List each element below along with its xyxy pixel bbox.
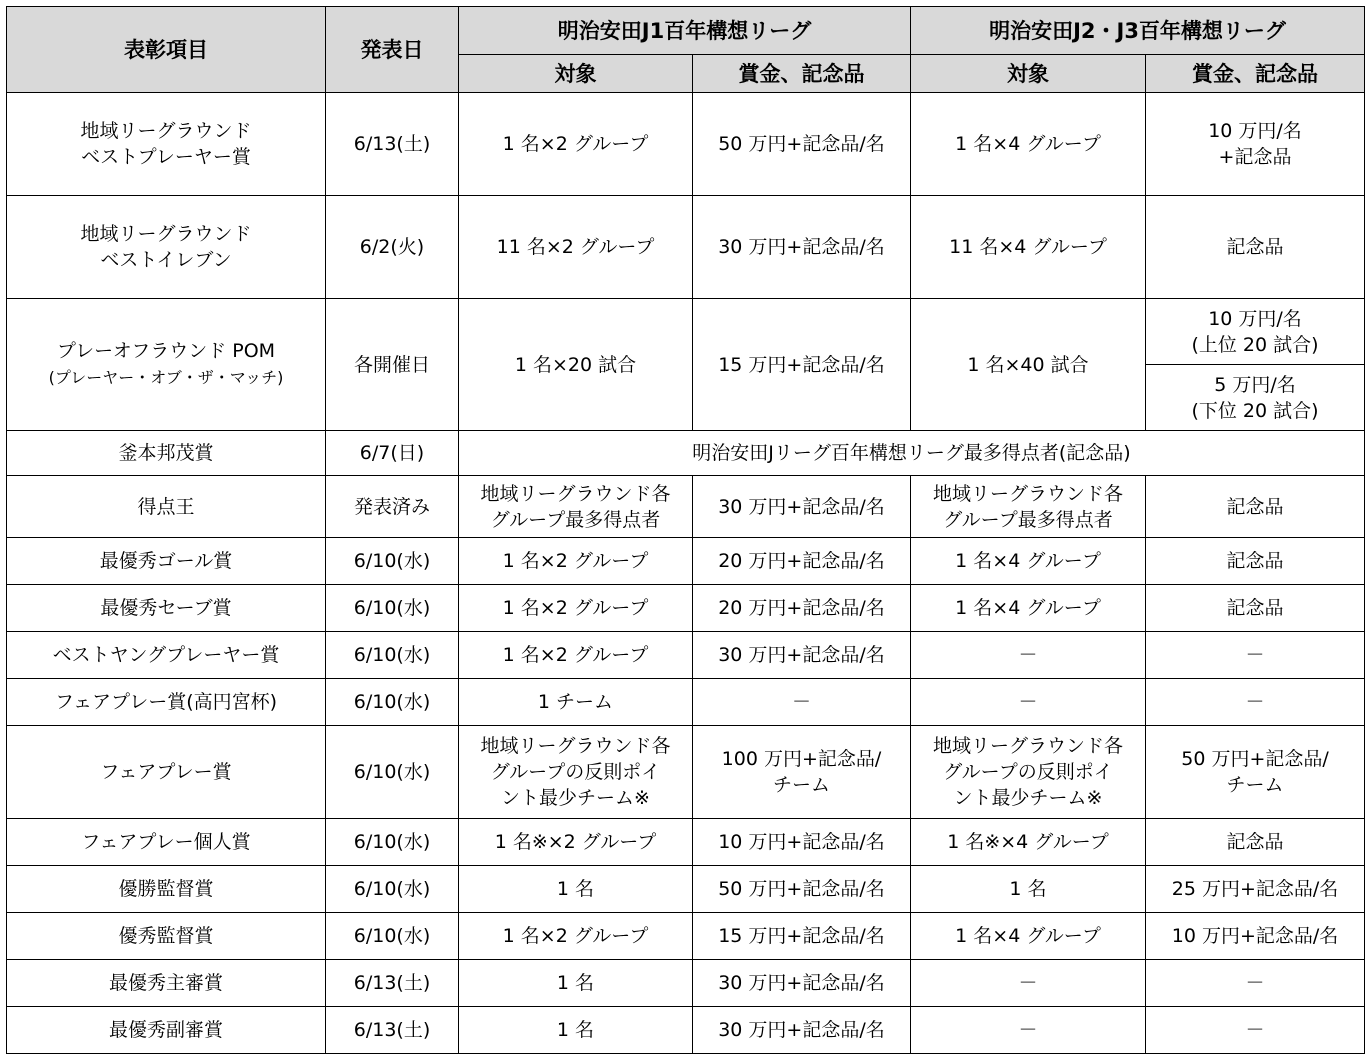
j1-target-cell xyxy=(459,196,693,299)
j23-prize-cell xyxy=(1146,866,1365,913)
table-row xyxy=(7,960,1365,1007)
cell-line: +記念品 xyxy=(1218,146,1292,168)
announce-date-cell: 6/10(水) xyxy=(326,866,459,913)
j1-target-cell xyxy=(459,538,693,585)
j1-prize-cell xyxy=(693,726,911,819)
j1-target-cell xyxy=(459,93,693,196)
cell-line: 15 万円+記念品/名 xyxy=(718,353,885,376)
j1-prize-cell xyxy=(693,93,911,196)
cell-line: － xyxy=(791,691,811,713)
j23-prize-cell xyxy=(1146,538,1365,585)
cell-line: 11 名×4 グループ xyxy=(949,236,1107,258)
cell-line: 1 チーム xyxy=(537,691,614,713)
table-body xyxy=(7,93,1365,1054)
j23-prize-cell xyxy=(1146,476,1365,538)
cell-line: (下位 20 試合) xyxy=(1191,399,1319,422)
cell-line: チーム xyxy=(1226,774,1284,796)
j23-prize-cell xyxy=(1146,196,1365,299)
j23-target-cell xyxy=(911,93,1146,196)
cell-line: 30 万円+記念品/名 xyxy=(718,1019,885,1041)
cell-line: 1 名×2 グループ xyxy=(502,133,649,155)
j23-prize-cell xyxy=(1146,960,1365,1007)
j1-prize-cell xyxy=(693,913,911,960)
j1-target-cell xyxy=(459,866,693,913)
cell-line: 50 万円+記念品/名 xyxy=(718,133,885,155)
cell-line: 1 名×20 試合 xyxy=(514,353,637,376)
j1-target-cell xyxy=(459,726,693,819)
cell-line: 100 万円+記念品/ xyxy=(721,748,882,770)
award-item-cell xyxy=(7,299,326,431)
cell-line: 11 名×2 グループ xyxy=(496,236,655,258)
award-item-cell xyxy=(7,960,326,1007)
cell-line: 50 万円+記念品/名 xyxy=(718,878,885,900)
awards-table xyxy=(6,6,1365,1054)
cell-line: 30 万円+記念品/名 xyxy=(718,972,885,994)
cell-line: 20 万円+記念品/名 xyxy=(718,597,885,619)
cell-line: 30 万円+記念品/名 xyxy=(718,644,885,666)
award-item-cell xyxy=(7,679,326,726)
j1-prize-cell xyxy=(693,960,911,1007)
j23-target-cell xyxy=(911,632,1146,679)
table-row xyxy=(7,679,1365,726)
award-item-cell xyxy=(7,93,326,196)
table-row xyxy=(7,819,1365,866)
cell-line: 1 名×2 グループ xyxy=(502,925,649,947)
award-item-cell xyxy=(7,726,326,819)
cell-line: 1 名×4 グループ xyxy=(955,550,1101,572)
cell-line: (上位 20 試合) xyxy=(1191,333,1319,356)
header-j1-target: 対象 xyxy=(459,55,693,93)
j23-target-cell xyxy=(911,196,1146,299)
j1-target-cell xyxy=(459,585,693,632)
cell-line: 1 名×4 グループ xyxy=(955,925,1101,947)
j1-prize-cell xyxy=(693,299,911,431)
award-item-cell xyxy=(7,819,326,866)
award-item-cell xyxy=(7,585,326,632)
j1-prize-cell xyxy=(693,196,911,299)
award-item-cell xyxy=(7,196,326,299)
j1-prize-cell xyxy=(693,538,911,585)
j23-target-cell xyxy=(911,679,1146,726)
cell-line: 地域リーグラウンド xyxy=(80,223,252,245)
cell-line: グループ最多得点者 xyxy=(490,508,661,531)
cell-line: 50 万円+記念品/ xyxy=(1181,748,1329,770)
cell-line: グループの反則ポイ xyxy=(943,761,1113,783)
j23-prize-cell xyxy=(1146,585,1365,632)
cell-line: 20 万円+記念品/名 xyxy=(718,550,885,572)
table-row xyxy=(7,476,1365,538)
j23-target-cell xyxy=(911,819,1146,866)
cell-line: 地域リーグラウンド各 xyxy=(932,735,1123,757)
announce-date-cell: 6/2(火) xyxy=(326,196,459,299)
cell-line: 30 万円+記念品/名 xyxy=(718,236,885,258)
cell-line: 地域リーグラウンド xyxy=(80,120,252,142)
cell-line: チーム xyxy=(772,774,830,796)
j1-prize-cell xyxy=(693,476,911,538)
cell-line: 30 万円+記念品/名 xyxy=(718,495,885,518)
announce-date-cell: 6/10(水) xyxy=(326,585,459,632)
j1-prize-cell xyxy=(693,819,911,866)
cell-line: 記念品 xyxy=(1226,550,1284,572)
cell-line: － xyxy=(1245,1019,1265,1041)
cell-line: 地域リーグラウンド各 xyxy=(480,482,671,505)
cell-line: 15 万円+記念品/名 xyxy=(718,925,885,947)
j23-prize-cell xyxy=(1146,632,1365,679)
announce-date-cell: 6/13(土) xyxy=(326,93,459,196)
header-j23-prize: 賞金、記念品 xyxy=(1146,55,1365,93)
cell-line: フェアプレー賞 xyxy=(100,761,232,783)
cell-line: 記念品 xyxy=(1226,597,1284,619)
cell-line: － xyxy=(1018,644,1038,666)
cell-line: － xyxy=(1018,1019,1038,1041)
cell-line: 1 名※×2 グループ xyxy=(494,831,657,853)
award-item-cell xyxy=(7,476,326,538)
j1-target-cell xyxy=(459,913,693,960)
cell-line: ベストプレーヤー賞 xyxy=(81,146,251,168)
cell-line: 10 万円/名 xyxy=(1208,120,1302,142)
header-item: 表彰項目 xyxy=(7,7,326,93)
j1-prize-cell xyxy=(693,866,911,913)
j1-prize-cell xyxy=(693,632,911,679)
cell-line: 1 名×4 グループ xyxy=(955,597,1101,619)
cell-line: － xyxy=(1018,972,1038,994)
announce-date-cell: 6/10(水) xyxy=(326,913,459,960)
award-item-cell xyxy=(7,538,326,585)
j23-target-cell xyxy=(911,960,1146,1007)
cell-line: 1 名※×4 グループ xyxy=(947,831,1109,853)
table-row xyxy=(7,93,1365,196)
cell-line: 1 名 xyxy=(1009,878,1047,900)
award-item-cell xyxy=(7,632,326,679)
announce-date-cell: 6/10(水) xyxy=(326,679,459,726)
cell-line: 得点王 xyxy=(137,495,195,518)
cell-line: 地域リーグラウンド各 xyxy=(480,735,671,757)
cell-line: 優勝監督賞 xyxy=(118,878,214,900)
cell-line: － xyxy=(1018,691,1038,713)
announce-date-cell: 発表済み xyxy=(326,476,459,538)
cell-line: 地域リーグラウンド各 xyxy=(932,482,1123,505)
j23-target-cell xyxy=(911,476,1146,538)
table-row xyxy=(7,431,1365,476)
announce-date-cell: 6/10(水) xyxy=(326,819,459,866)
j23-target-cell xyxy=(911,726,1146,819)
cell-line: 10 万円+記念品/名 xyxy=(1171,925,1339,947)
cell-line: 1 名 xyxy=(556,972,595,994)
cell-line: － xyxy=(1245,691,1265,713)
table-row xyxy=(7,585,1365,632)
header-j1: 明治安田J1百年構想リーグ xyxy=(459,7,911,55)
j23-target-cell xyxy=(911,585,1146,632)
j23-target-cell xyxy=(911,299,1146,431)
cell-line: 1 名×2 グループ xyxy=(502,644,649,666)
announce-date-cell: 6/13(土) xyxy=(326,1007,459,1054)
cell-line: フェアプレー賞(高円宮杯) xyxy=(54,691,278,713)
cell-line: － xyxy=(1245,644,1265,666)
cell-line: 1 名 xyxy=(556,878,595,900)
cell-line: 最優秀副審賞 xyxy=(108,1019,223,1041)
j1-prize-cell xyxy=(693,1007,911,1054)
j23-prize-cell xyxy=(1146,365,1365,431)
cell-line: 1 名×2 グループ xyxy=(502,550,649,572)
j1-target-cell xyxy=(459,632,693,679)
announce-date-cell: 各開催日 xyxy=(326,299,459,431)
cell-line: 1 名 xyxy=(556,1019,595,1041)
j1-target-cell xyxy=(459,679,693,726)
header-j23: 明治安田J2・J3百年構想リーグ xyxy=(911,7,1365,55)
cell-line: 1 名×4 グループ xyxy=(955,133,1101,155)
table-row xyxy=(7,299,1365,365)
announce-date-cell: 6/13(土) xyxy=(326,960,459,1007)
header-j1-prize: 賞金、記念品 xyxy=(693,55,911,93)
j23-prize-cell xyxy=(1146,299,1365,365)
announce-date-cell: 6/10(水) xyxy=(326,538,459,585)
j1-target-cell xyxy=(459,476,693,538)
table-row xyxy=(7,538,1365,585)
cell-line: グループの反則ポイ xyxy=(490,761,661,783)
cell-line: (プレーヤー・オブ・ザ・マッチ) xyxy=(48,368,284,387)
j23-target-cell xyxy=(911,538,1146,585)
cell-line: プレーオフラウンド POM xyxy=(56,340,276,362)
cell-line: フェアプレー個人賞 xyxy=(81,831,251,853)
merged-cell: 明治安田Jリーグ百年構想リーグ最多得点者(記念品) xyxy=(459,431,1365,476)
j1-prize-cell xyxy=(693,585,911,632)
announce-date-cell: 6/10(水) xyxy=(326,632,459,679)
table-row xyxy=(7,632,1365,679)
j1-target-cell xyxy=(459,960,693,1007)
table-row xyxy=(7,1007,1365,1054)
j23-prize-cell xyxy=(1146,1007,1365,1054)
table-row xyxy=(7,726,1365,819)
award-item-cell xyxy=(7,866,326,913)
table-row xyxy=(7,196,1365,299)
cell-line: 10 万円/名 xyxy=(1208,307,1302,330)
j1-target-cell xyxy=(459,1007,693,1054)
cell-line: 25 万円+記念品/名 xyxy=(1171,878,1339,900)
j23-prize-cell xyxy=(1146,679,1365,726)
award-item-cell xyxy=(7,913,326,960)
cell-line: 最優秀セーブ賞 xyxy=(100,597,232,619)
cell-line: ベストヤングプレーヤー賞 xyxy=(52,644,280,666)
cell-line: 記念品 xyxy=(1226,831,1284,853)
j23-prize-cell xyxy=(1146,726,1365,819)
announce-date-cell: 6/10(水) xyxy=(326,726,459,819)
cell-line: 優秀監督賞 xyxy=(118,925,214,947)
cell-line: 5 万円/名 xyxy=(1214,373,1296,396)
j23-prize-cell xyxy=(1146,819,1365,866)
cell-line: 最優秀主審賞 xyxy=(108,972,223,994)
award-item-cell xyxy=(7,1007,326,1054)
cell-line: 記念品 xyxy=(1226,236,1284,258)
cell-line: 10 万円+記念品/名 xyxy=(718,831,885,853)
cell-line: 1 名×2 グループ xyxy=(502,597,649,619)
cell-line: 釜本邦茂賞 xyxy=(118,442,214,464)
j23-target-cell xyxy=(911,866,1146,913)
cell-line: 最優秀ゴール賞 xyxy=(99,550,233,572)
cell-line: ント最少チーム※ xyxy=(501,787,650,809)
j1-prize-cell xyxy=(693,679,911,726)
cell-line: 1 名×40 試合 xyxy=(967,353,1089,376)
j23-target-cell xyxy=(911,1007,1146,1054)
table-row xyxy=(7,866,1365,913)
j23-prize-cell xyxy=(1146,93,1365,196)
header-j23-target: 対象 xyxy=(911,55,1146,93)
cell-line: グループ最多得点者 xyxy=(943,508,1113,531)
j1-target-cell xyxy=(459,819,693,866)
j23-prize-cell xyxy=(1146,913,1365,960)
table-row xyxy=(7,913,1365,960)
cell-line: ベストイレブン xyxy=(100,249,232,271)
announce-date-cell: 6/7(日) xyxy=(326,431,459,476)
cell-line: 記念品 xyxy=(1226,495,1284,518)
j1-target-cell xyxy=(459,299,693,431)
header-date: 発表日 xyxy=(326,7,459,93)
cell-line: － xyxy=(1245,972,1265,994)
award-item-cell xyxy=(7,431,326,476)
j23-target-cell xyxy=(911,913,1146,960)
cell-line: ント最少チーム※ xyxy=(953,787,1103,809)
